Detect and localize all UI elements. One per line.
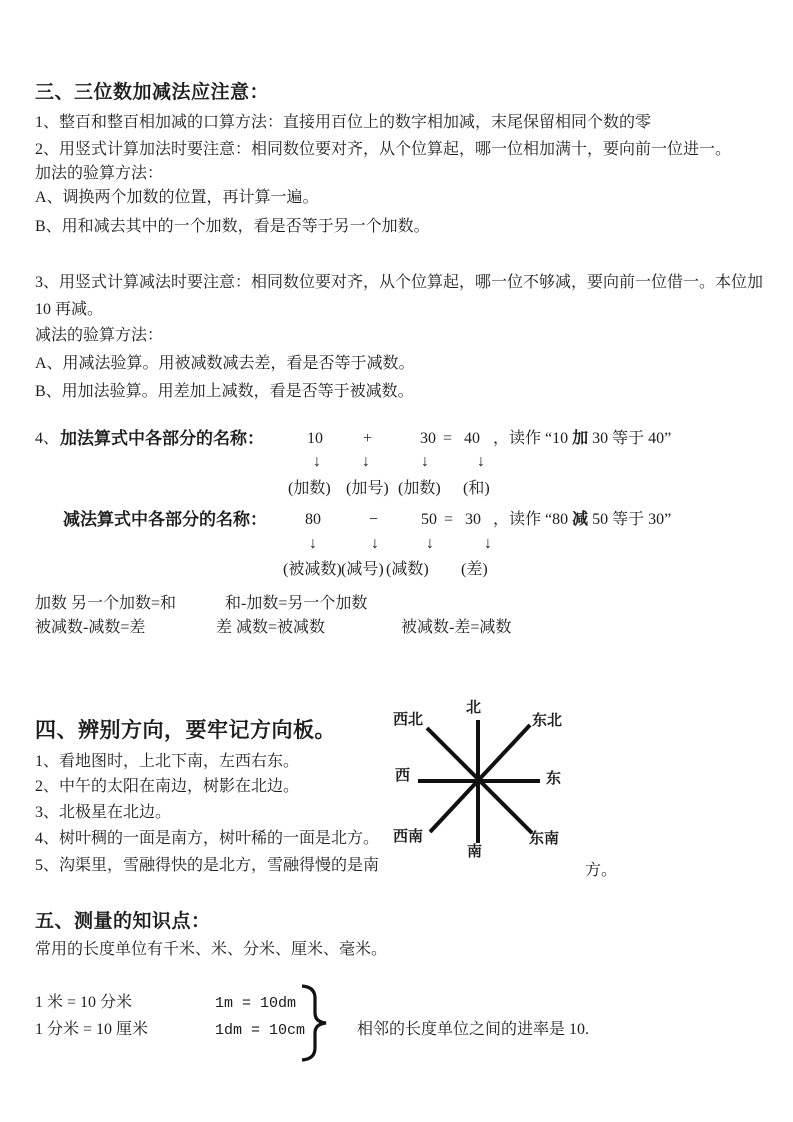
- addition-read-pre: ，读作 “10: [493, 430, 573, 447]
- section5-title: 五、测量的知识点：: [35, 911, 211, 932]
- compass-label-west: 西: [395, 768, 411, 784]
- down-arrow-icon: ↓: [362, 453, 370, 470]
- minus-sign: −: [369, 511, 379, 528]
- relation-equation: 加数 另一个加数=和: [35, 595, 177, 612]
- compass-label-east: 东: [546, 771, 562, 787]
- section4-line5-tail: 方。: [585, 862, 618, 879]
- section4-line: 3、北极星在北边。: [35, 804, 172, 821]
- section3-line: B、用加法验算。用差加上减数，看是否等于被减数。: [35, 383, 414, 400]
- section3-line: A、调换两个加数的位置，再计算一遍。: [35, 189, 319, 206]
- section3-line: 减法的验算方法：: [35, 327, 164, 344]
- section4-title: 四、辨别方向，要牢记方向板。: [35, 718, 336, 742]
- subtraction-part-name: (差): [461, 561, 488, 578]
- down-arrow-icon: ↓: [484, 535, 492, 552]
- section3-line: 1、整百和整百相加减的口算方法：直接用百位上的数字相加减，末尾保留相同个数的零: [35, 114, 652, 131]
- compass-label-northwest: 西北: [393, 712, 424, 728]
- down-arrow-icon: ↓: [371, 535, 379, 552]
- addition-result: 40: [464, 430, 480, 447]
- down-arrow-icon: ↓: [313, 453, 321, 470]
- down-arrow-icon: ↓: [477, 453, 485, 470]
- subtraction-equals: =: [444, 511, 454, 528]
- compass-label-south: 南: [467, 844, 483, 860]
- item4-number: 4、: [35, 430, 60, 447]
- length-conversion-cn: 1 米 = 10 分米: [35, 994, 133, 1011]
- addition-operand2: 30: [420, 430, 436, 447]
- compass-label-north: 北: [466, 700, 482, 716]
- addition-part-name: (加数): [288, 480, 331, 497]
- section5-intro: 常用的长度单位有千米、米、分米、厘米、毫米。: [35, 941, 388, 958]
- subtraction-read-pre: ，读作 “80: [493, 511, 573, 528]
- right-brace-icon: [300, 984, 330, 1062]
- relation-equation: 被减数-差=减数: [401, 619, 512, 636]
- addition-read-post: 30 等于 40”: [588, 430, 672, 447]
- subtraction-operand2: 50: [421, 511, 437, 528]
- section4-line: 4、树叶稠的一面是南方，树叶稀的一面是北方。: [35, 830, 380, 847]
- compass-label-northeast: 东北: [532, 713, 563, 729]
- section3-line: 3、用竖式计算减法时要注意：相同数位要对齐，从个位算起，哪一位不够减，要向前一位借一。本位加: [35, 274, 764, 291]
- plus-sign: +: [363, 430, 373, 447]
- subtraction-read-post: 50 等于 30”: [588, 511, 672, 528]
- subtraction-result: 30: [465, 511, 481, 528]
- section3-line: A、用减法验算。用被减数减去差，看是否等于减数。: [35, 355, 415, 372]
- relation-equation: 被减数-减数=差: [35, 619, 146, 636]
- addition-formula-label: 加法算式中各部分的名称：: [60, 429, 264, 448]
- subtraction-read-aloud: [493, 511, 671, 529]
- addition-read-aloud: [493, 430, 671, 448]
- subtraction-part-name: (减数): [386, 561, 429, 578]
- relation-equation: 差 减数=被减数: [216, 619, 326, 636]
- section3-line: B、用和减去其中的一个加数，看是否等于另一个加数。: [35, 218, 430, 235]
- addition-part-name: (加数): [398, 480, 441, 497]
- down-arrow-icon: ↓: [426, 535, 434, 552]
- addition-operand1: 10: [307, 430, 323, 447]
- subtraction-part-name: (被减数): [283, 561, 342, 578]
- section4-line: 2、中午的太阳在南边，树影在北边。: [35, 778, 300, 795]
- subtraction-read-bold: 减: [572, 511, 589, 528]
- section5-note: 相邻的长度单位之间的进率是 10.: [357, 1021, 590, 1038]
- length-conversion-en: 1m = 10dm: [215, 995, 297, 1012]
- addition-part-name: (和): [463, 480, 490, 497]
- section4-line: 5、沟渠里，雪融得快的是北方，雪融得慢的是南: [35, 857, 380, 874]
- addition-part-name: (加号): [346, 480, 389, 497]
- length-conversion-cn: 1 分米 = 10 厘米: [35, 1021, 149, 1038]
- compass-label-southwest: 西南: [393, 829, 424, 845]
- addition-equals: =: [443, 430, 453, 447]
- addition-read-bold: 加: [572, 430, 589, 447]
- subtraction-formula-label: 减法算式中各部分的名称：: [63, 510, 267, 529]
- section3-line: 加法的验算方法：: [35, 165, 164, 182]
- length-conversion-en: 1dm = 10cm: [215, 1022, 306, 1039]
- subtraction-part-name: (减号): [341, 561, 384, 578]
- section4-line: 1、看地图时，上北下南，左西右东。: [35, 753, 300, 770]
- section3-line: 10 再减。: [35, 301, 104, 318]
- section3-line: 2、用竖式计算加法时要注意：相同数位要对齐，从个位算起，哪一位相加满十，要向前一位进一。: [35, 141, 732, 158]
- down-arrow-icon: ↓: [309, 535, 317, 552]
- section3-title: 三、三位数加减法应注意：: [35, 82, 270, 103]
- down-arrow-icon: ↓: [421, 453, 429, 470]
- relation-equation: 和-加数=另一个加数: [225, 595, 368, 612]
- compass-label-southeast: 东南: [529, 831, 560, 847]
- subtraction-operand1: 80: [305, 511, 321, 528]
